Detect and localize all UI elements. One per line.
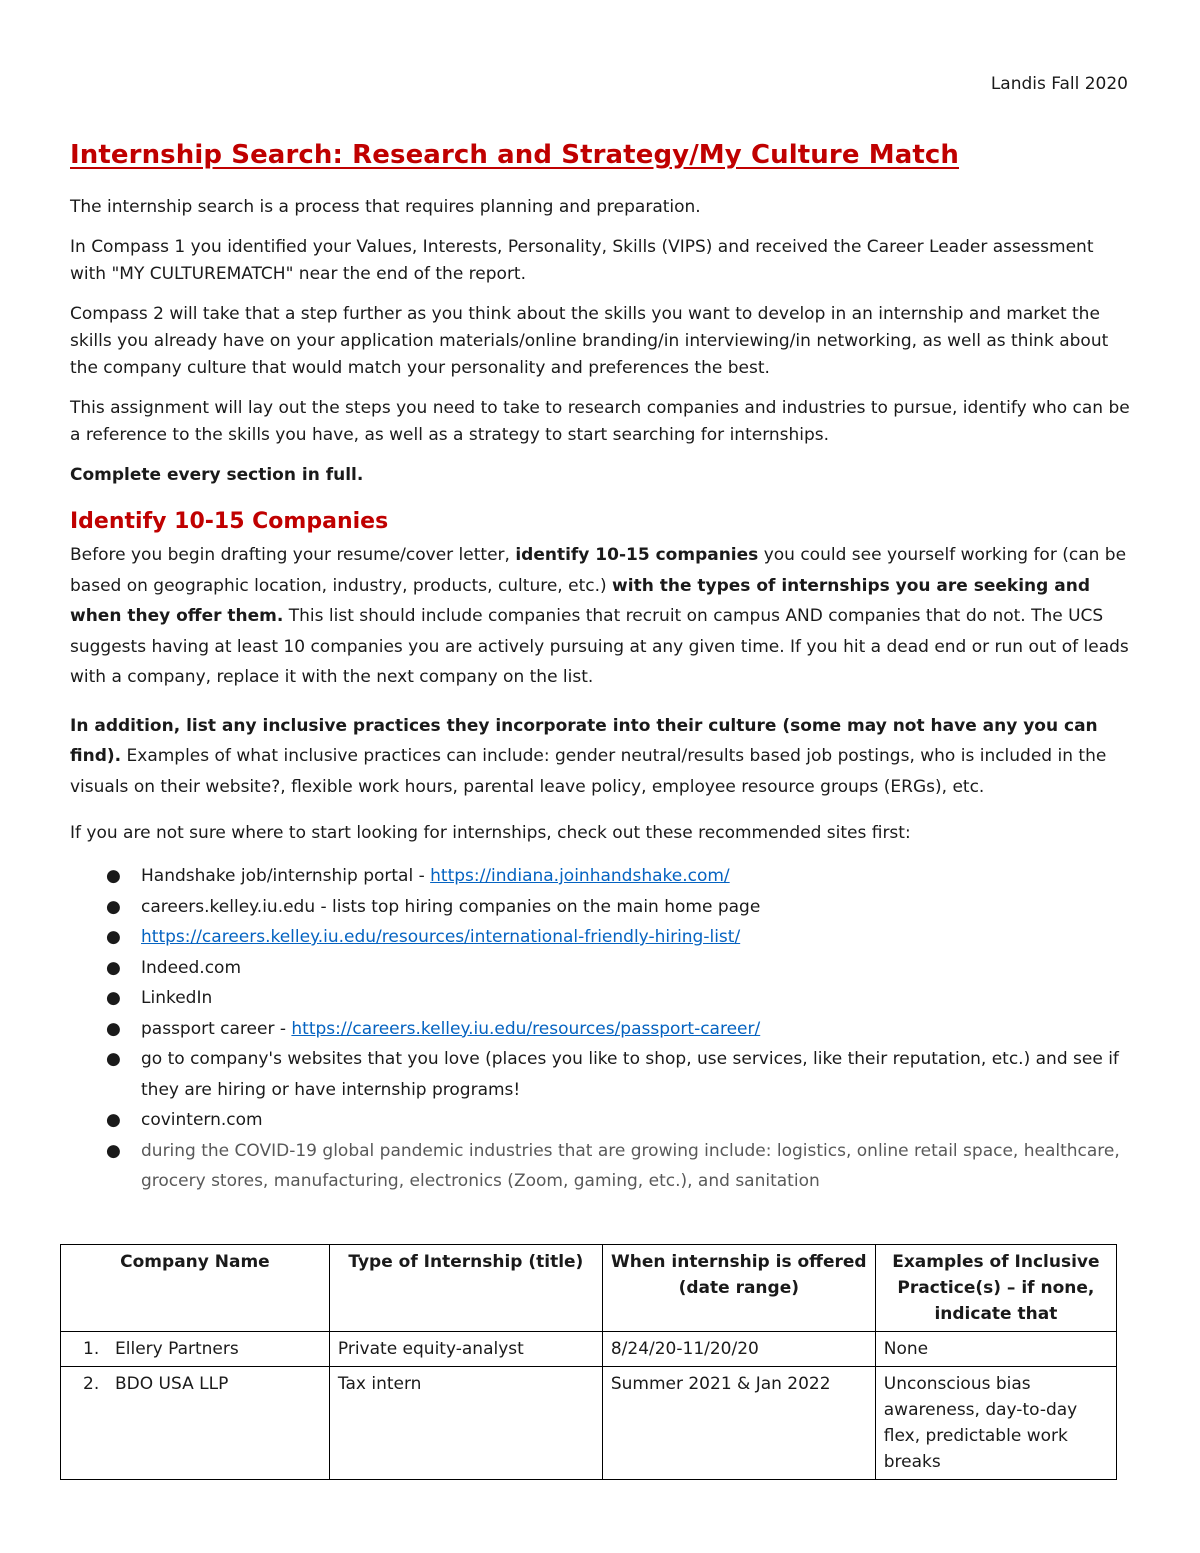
table-row: [61, 1332, 1117, 1367]
table-row: [61, 1367, 1117, 1480]
list-item: ● covintern.com: [70, 1105, 1134, 1136]
companies-paragraph-1: Before you begin drafting your resume/cover letter, identify 10-15 companies you could see yourself working for (can be based on geographic location, industry, products, culture, etc.) with the types of internships you are seeking and when they offer them. This list should include companies that recruit on campus AND companies that do not. The UCS suggests having at least 10 companies you are actively pursuing at any given time. If you hit a dead end or run out of leads with a company, replace it with the next company on the list.: [70, 545, 1129, 687]
recommended-sites-list: [70, 861, 1134, 1197]
cell-practice: None: [875, 1332, 1116, 1367]
bullet-icon: ●: [106, 957, 121, 978]
companies-paragraph-2: In addition, list any inclusive practices they incorporate into their culture (some may not have any you can find). Examples of what inclusive practices can include: gender neutral/results based job postings, who is included in the visuals on their website?, flexible work hours, parental leave policy, employee resource groups (ERGs), etc.: [70, 715, 1107, 797]
bullet-icon: ●: [106, 927, 121, 947]
column-header-company: Company Name: [61, 1245, 330, 1332]
column-header-when: When internship is offered (date range): [602, 1245, 875, 1332]
column-header-practices: Examples of Inclusive Practice(s) – if none, indicate that: [875, 1245, 1116, 1332]
list-item: ● Handshake job/internship portal - https://indiana.joinhandshake.com/: [70, 861, 1134, 892]
list-item: ● go to company's websites that you love (places you like to shop, use services, like their reputation, etc.) and see if they are hiring or have internship programs!: [70, 1044, 1134, 1105]
intro-paragraph-2: In Compass 1 you identified your Values, Interests, Personality, Skills (VIPS) and received the Career Leader assessment with "MY CULTUREMATCH" near the end of the report.: [70, 237, 1094, 284]
list-item: ● careers.kelley.iu.edu - lists top hiring companies on the main home page: [70, 892, 1134, 923]
intro-paragraph-4: This assignment will lay out the steps you need to take to research companies and industries to pursue, identify who can be a reference to the skills you have, as well as a strategy to start searching for internships.: [70, 398, 1130, 445]
cell-when: 8/24/20-11/20/20: [602, 1332, 875, 1367]
document-body: [70, 140, 1134, 1209]
intro-paragraph-1: The internship search is a process that requires planning and preparation.: [70, 197, 701, 217]
list-item: ● LinkedIn: [70, 983, 1134, 1014]
handshake-link[interactable]: https://indiana.joinhandshake.com/: [430, 866, 730, 886]
cell-type: Private equity-analyst: [329, 1332, 602, 1367]
cell-when: Summer 2021 & Jan 2022: [602, 1367, 875, 1480]
bullet-icon: ●: [106, 1110, 121, 1130]
instruction-complete-sections: Complete every section in full.: [70, 465, 364, 485]
table-header-row: [61, 1245, 1117, 1332]
column-header-type: Type of Internship (title): [329, 1245, 602, 1332]
section-heading-companies: Identify 10-15 Companies: [70, 509, 389, 534]
list-item: [70, 922, 1134, 953]
list-item: ● passport career - https://careers.kelley.iu.edu/resources/passport-career/: [70, 1014, 1134, 1045]
passport-career-link[interactable]: https://careers.kelley.iu.edu/resources/passport-career/: [291, 1018, 761, 1039]
page-header: Landis Fall 2020: [990, 74, 1128, 94]
bullet-icon: ●: [106, 1018, 121, 1039]
cell-practice: Unconscious bias awareness, day-to-day flex, predictable work breaks: [875, 1367, 1116, 1480]
list-item: ● during the COVID-19 global pandemic industries that are growing include: logistics, online retail space, healthcare, grocery stores, manufacturing, electronics (Zoom, gaming, etc.), and sanitation: [70, 1136, 1134, 1197]
bullet-icon: ●: [106, 896, 121, 917]
cell-type: Tax intern: [329, 1367, 602, 1480]
page-title: Internship Search: Research and Strategy/My Culture Match: [70, 140, 959, 170]
cell-company: 1. Ellery Partners: [61, 1332, 330, 1367]
list-item: ● Indeed.com: [70, 953, 1134, 984]
bullet-icon: ●: [106, 1140, 121, 1161]
bullet-icon: ●: [106, 988, 121, 1008]
international-hiring-list-link[interactable]: https://careers.kelley.iu.edu/resources/international-friendly-hiring-list/: [141, 927, 741, 947]
companies-table: [60, 1244, 1117, 1480]
sites-intro: If you are not sure where to start looking for internships, check out these recommended sites first:: [70, 823, 911, 843]
cell-company: 2. BDO USA LLP: [61, 1367, 330, 1480]
bullet-icon: ●: [106, 1049, 121, 1069]
intro-paragraph-3: Compass 2 will take that a step further as you think about the skills you want to develop in an internship and market the skills you already have on your application materials/online branding/in interviewing/in networking, as well as think about the company culture that would match your personality and preferences the best.: [70, 304, 1109, 378]
bullet-icon: ●: [106, 866, 121, 886]
